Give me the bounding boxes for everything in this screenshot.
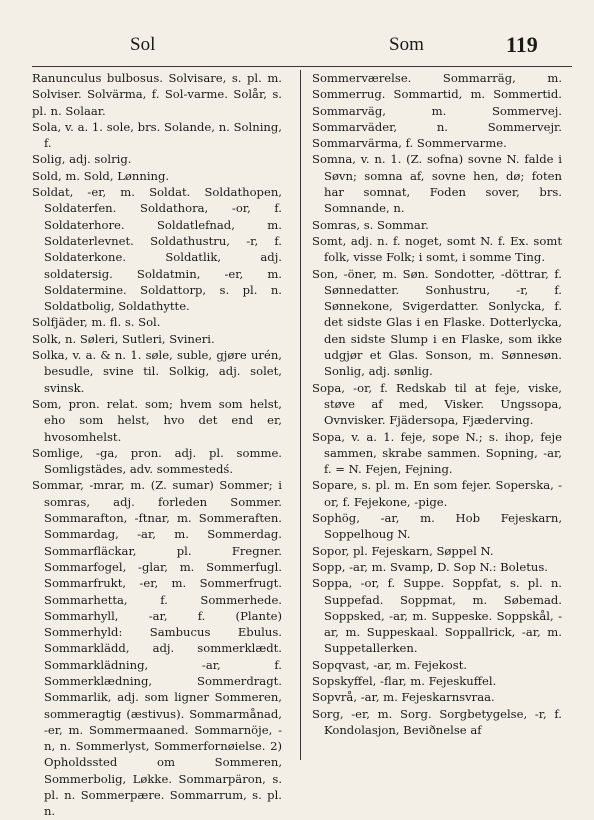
dictionary-entry: Soppa, -or, f. Suppe. Soppfat, s. pl. n. Suppefad. Soppmat, m. Søbemad. Soppsked, -ar, m. Suppeske. Soppskål, -ar, m. Suppeskaal. Soppallrick, -ar, m. Suppetallerken. xyxy=(312,576,562,656)
dictionary-entry: Sopa, v. a. 1. feje, sope N.; s. ihop, feje sammen, skrabe sammen. Sopning, -ar, f. = N. Fejen, Fejning. xyxy=(312,429,562,477)
left-column xyxy=(32,70,282,820)
dictionary-entry: Som, pron. relat. som; hvem som helst, eho som helst, hvo det end er, hvosomhelst. xyxy=(32,396,282,444)
running-head xyxy=(0,34,594,58)
dictionary-entry: Sola, v. a. 1. sole, brs. Solande, n. Solning, f. xyxy=(32,119,282,151)
dictionary-entry: Son, -öner, m. Søn. Sondotter, -döttrar, f. Sønnedatter. Sonhustru, -r, f. Sønnekone, Svigerdatter. Sonlycka, f. det sidste Glas i en Flaske. Dotterlycka, den sidste Slump i en Flaske, som ikke udgjør et Glas. Sonson, m. Sønnesøn. Sonlig, adj. sønlig. xyxy=(312,266,562,379)
dictionary-entry: Sommerværelse. Sommarräg, m. Sommerrug. Sommartid, m. Sommertid. Sommarväg, m. Sommervej. Sommarväder, n. Sommervejr. Sommarvärma, f. Sommervarme. xyxy=(312,71,562,151)
running-head-left: Sol xyxy=(130,34,156,55)
running-head-right: Som xyxy=(389,34,424,55)
dictionary-entry: Ranunculus bulbosus. Solvisare, s. pl. m. Solviser. Solvärma, f. Sol-varme. Solår, s. pl. n. Solaar. xyxy=(32,71,282,118)
dictionary-entry: Sopvrå, -ar, m. Fejeskarnsvraa. xyxy=(312,690,495,705)
dictionary-entry: Sommar, -mrar, m. (Z. sumar) Sommer; i somras, adj. forleden Sommer. Sommarafton, -ftnar, m. Sommeraften. Sommardag, -ar, m. Sommerdag. Sommarfläckar, pl. Fregner. Sommarfogel, -glar, m. Sommerfugl. Sommarfrukt, -er, m. Sommerfrugt. Sommarhetta, f. Sommerhede. Sommarhyll, -ar, f. (Plante) Sommerhyld: Sambucus Ebulus. Sommarklädd, adj. sommerklædt. Sommarklädning, -ar, f. Sommerklædning, Sommerdragt. Sommarlik, adj. som ligner Sommeren, sommeragtig (æstivus). Sommarmånad, -er, m. Sommermaaned. Sommarnöje, -n, n. Sommerlyst, Sommerfornøielse. 2) Opholdssted om Sommeren, Sommerbolig, Løkke. Sommarpäron, s. pl. n. Sommerpære. Sommarrum, s. pl. n. xyxy=(32,478,282,819)
dictionary-entry: Somna, v. n. 1. (Z. sofna) sovne N. falde i Søvn; somna af, sovne hen, dø; foten har somnat, Foden sover, brs. Somnande, n. xyxy=(312,152,562,216)
dictionary-entry: Sopskyffel, -flar, m. Fejeskuffel. xyxy=(312,673,497,688)
dictionary-entry: Solk, n. Søleri, Sutleri, Svineri. xyxy=(32,331,215,346)
dictionary-entry: Sophög, -ar, m. Hob Fejeskarn, Soppelhoug N. xyxy=(312,511,562,542)
header-rule xyxy=(32,66,572,67)
dictionary-entry: Sopqvast, -ar, m. Fejekost. xyxy=(312,657,468,672)
dictionary-entry: Somt, adj. n. f. noget, somt N. f. Ex. somt folk, visse Folk; i somt, i somme Ting. xyxy=(312,233,562,265)
dictionary-entry: Sopa, -or, f. Redskab til at feje, viske, støve af med, Visker. Ungssopa, Ovnvisker. Fjädersopa, Fjæderving. xyxy=(312,380,562,428)
dictionary-entry: Sopare, s. pl. m. En som fejer. Soperska, -or, f. Fejekone, -pige. xyxy=(312,478,562,509)
dictionary-entry: Soldat, -er, m. Soldat. Soldathopen, Soldaterfen. Soldathora, -or, f. Soldaterhore. Soldatlefnad, m. Soldaterlevnet. Soldathustru, -r, f. Soldaterkone. Soldatlik, adj. soldatersig. Soldatmin, -er, m. Soldatermine. Soldattorp, s. pl. n. Soldatbolig, Soldathytte. xyxy=(32,185,282,314)
page-number: 119 xyxy=(506,32,538,57)
dictionary-entry: Solfjäder, m. fl. s. Sol. xyxy=(32,315,161,330)
right-column xyxy=(312,70,562,738)
dictionary-entry: Solka, v. a. & n. 1. søle, suble, gjøre urén, besudle, svine til. Solkig, adj. solet, svinsk. xyxy=(32,348,282,395)
dictionary-entry: Sopor, pl. Fejeskarn, Søppel N. xyxy=(312,543,494,558)
dictionary-entry: Sopp, -ar, m. Svamp, D. Sop N.: Boletus. xyxy=(312,559,548,574)
column-divider xyxy=(300,70,301,760)
dictionary-entry: Sorg, -er, m. Sorg. Sorgbetygelse, -r, f. Kondolasjon, Beviðnelse af xyxy=(312,706,562,737)
dictionary-entry: Solig, adj. solrig. xyxy=(32,152,132,167)
dictionary-entry: Somras, s. Sommar. xyxy=(312,217,429,232)
dictionary-entry: Somlige, -ga, pron. adj. pl. somme. Somligstädes, adv. sommestedś. xyxy=(32,445,282,477)
dictionary-entry: Sold, m. Sold, Lønning. xyxy=(32,168,170,183)
